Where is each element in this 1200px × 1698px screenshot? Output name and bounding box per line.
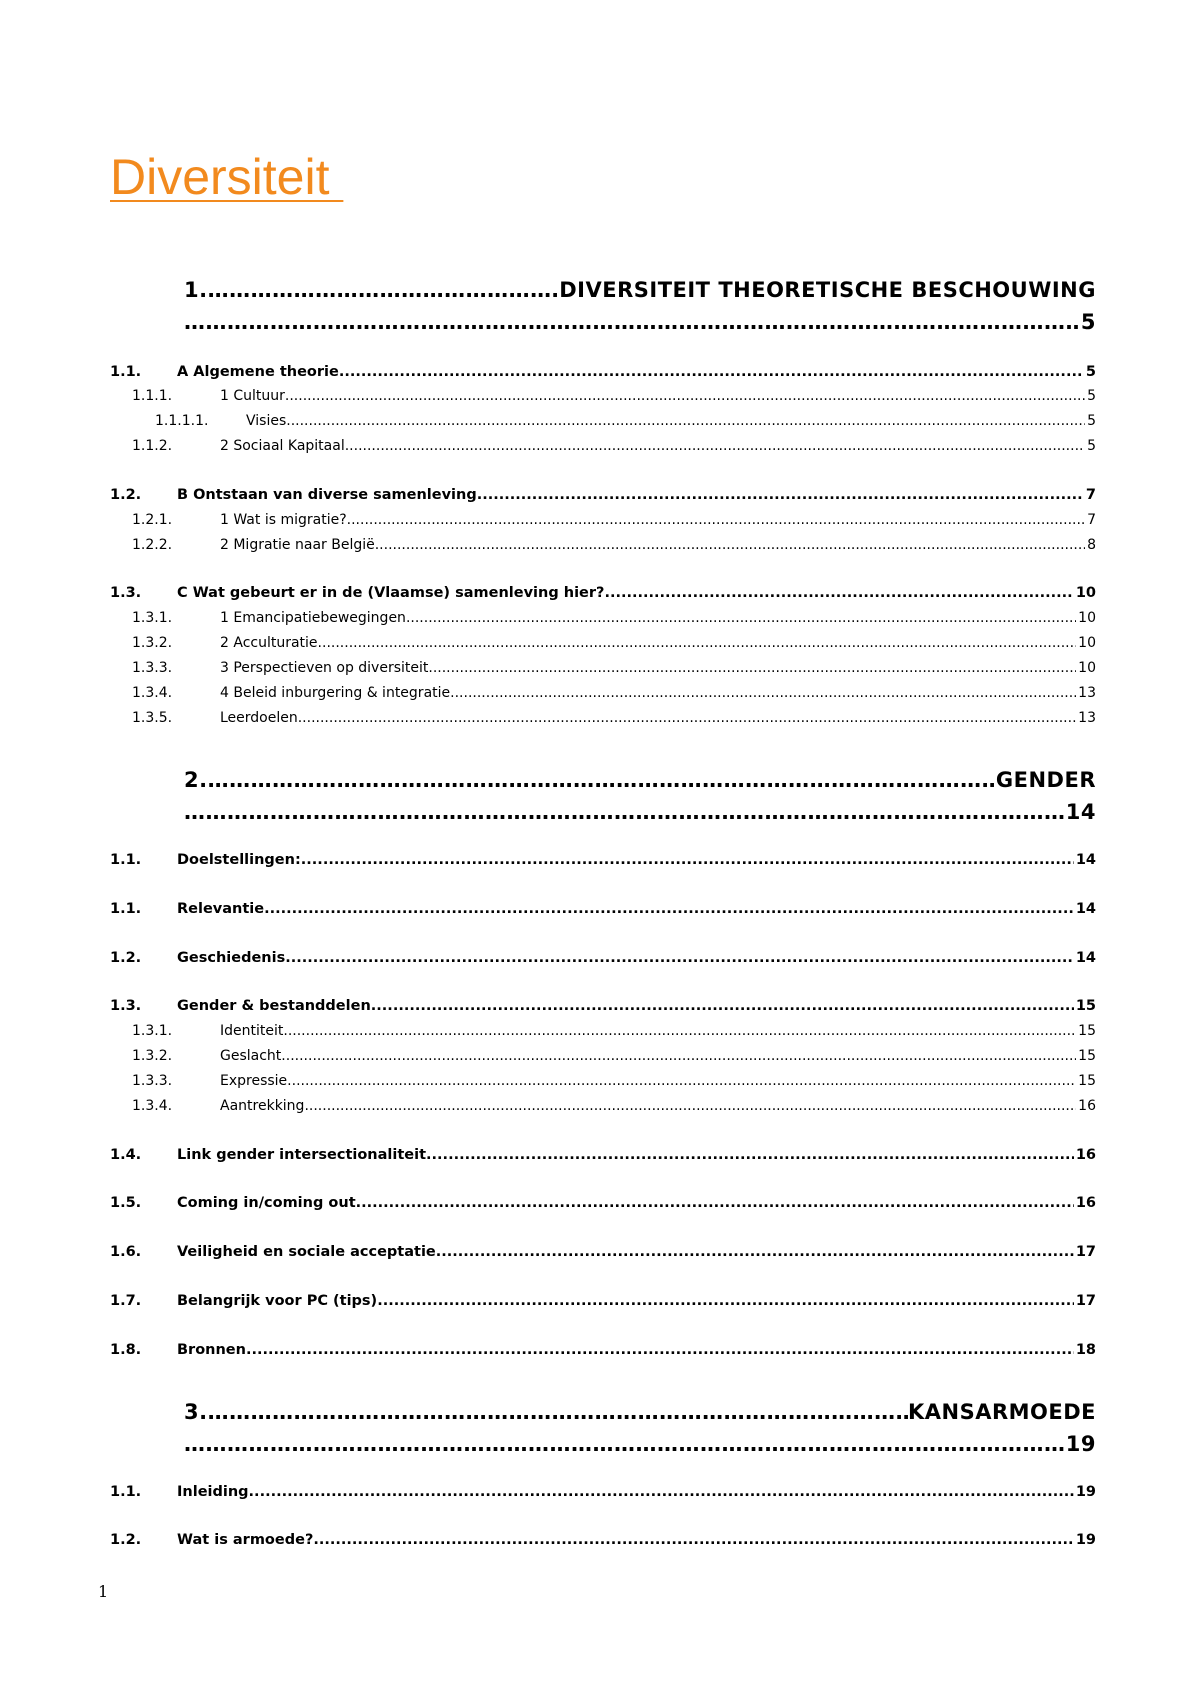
toc-entry[interactable] — [110, 1098, 1096, 1120]
dot-leader — [298, 710, 1076, 726]
chapter-number: 2. — [184, 768, 208, 792]
toc-label: Veiligheid en sociale acceptatie — [177, 1244, 436, 1260]
toc-chapter-3[interactable] — [184, 1400, 1096, 1464]
toc-page: 17 — [1075, 1244, 1096, 1260]
toc-number: 1.3.3. — [132, 1073, 173, 1089]
toc-entry[interactable] — [110, 1244, 1096, 1266]
chapter-title: GENDER — [995, 768, 1096, 792]
toc-entry[interactable] — [110, 1342, 1096, 1364]
dot-leader — [318, 635, 1077, 651]
toc-entry[interactable] — [110, 438, 1096, 460]
dot-leader — [281, 1048, 1076, 1064]
dot-leader — [184, 1432, 1066, 1456]
toc-page: 18 — [1075, 1342, 1096, 1358]
toc-label: Geschiedenis — [177, 950, 286, 966]
chapter-title: KANSARMOEDE — [907, 1400, 1096, 1424]
toc-label: B Ontstaan van diverse samenleving — [177, 487, 477, 503]
toc-entry[interactable] — [110, 413, 1096, 435]
toc-entry[interactable] — [110, 1048, 1096, 1070]
toc-label: Leerdoelen — [220, 710, 298, 726]
toc-number: 1.3.2. — [132, 1048, 173, 1064]
toc-number: 1.1.1.1. — [155, 413, 209, 429]
toc-entry[interactable] — [110, 537, 1096, 559]
toc-label: 2 Sociaal Kapitaal — [220, 438, 345, 454]
toc-number: 1.3.4. — [132, 1098, 173, 1114]
toc-page: 10 — [1078, 635, 1096, 651]
toc-number: 1.3.5. — [132, 710, 173, 726]
toc-entry[interactable] — [110, 1532, 1096, 1554]
dot-leader — [450, 685, 1076, 701]
chapter-page: 5 — [1080, 310, 1096, 334]
toc-page: 10 — [1078, 660, 1096, 676]
dot-leader — [301, 852, 1074, 868]
toc-entry[interactable] — [110, 635, 1096, 657]
toc-page: 5 — [1087, 413, 1096, 429]
dot-leader — [208, 1400, 908, 1424]
toc-entry[interactable] — [110, 998, 1096, 1020]
toc-label: Identiteit — [220, 1023, 284, 1039]
dot-leader — [377, 1293, 1074, 1309]
toc-entry[interactable] — [110, 610, 1096, 632]
toc-page: 7 — [1087, 512, 1096, 528]
dot-leader — [208, 278, 560, 302]
dot-leader — [208, 768, 996, 792]
toc-entry[interactable] — [110, 1195, 1096, 1217]
chapter-page: 14 — [1065, 800, 1096, 824]
toc-entry[interactable] — [110, 710, 1096, 732]
toc-page: 10 — [1075, 585, 1096, 601]
toc-number: 1.3.1. — [132, 1023, 173, 1039]
toc-label: Aantrekking — [220, 1098, 305, 1114]
toc-label: Inleiding — [177, 1484, 249, 1500]
dot-leader — [339, 364, 1084, 380]
dot-leader — [428, 660, 1076, 676]
dot-leader — [285, 388, 1085, 404]
dot-leader — [426, 1147, 1074, 1163]
toc-label: Expressie — [220, 1073, 288, 1089]
toc-label: Geslacht — [220, 1048, 282, 1064]
toc-page: 14 — [1075, 901, 1096, 917]
toc-page: 16 — [1078, 1098, 1096, 1114]
dot-leader — [356, 1195, 1074, 1211]
toc-entry[interactable] — [110, 852, 1096, 874]
chapter-title: DIVERSITEIT THEORETISCHE BESCHOUWING — [559, 278, 1096, 302]
toc-label: 2 Migratie naar België — [220, 537, 375, 553]
toc-label: Coming in/coming out — [177, 1195, 356, 1211]
toc-page: 10 — [1078, 610, 1096, 626]
toc-page: 14 — [1075, 950, 1096, 966]
toc-number: 1.4. — [110, 1147, 142, 1163]
dot-leader — [264, 901, 1074, 917]
toc-number: 1.1. — [110, 1484, 142, 1500]
toc-entry[interactable] — [110, 487, 1096, 509]
toc-label: Belangrijk voor PC (tips) — [177, 1293, 378, 1309]
toc-number: 1.3. — [110, 585, 142, 601]
toc-page: 19 — [1075, 1484, 1096, 1500]
toc-entry[interactable] — [110, 1293, 1096, 1315]
dot-leader — [313, 1532, 1073, 1548]
toc-label: 1 Emancipatiebewegingen — [220, 610, 406, 626]
toc-number: 1.2. — [110, 487, 142, 503]
toc-number: 1.3.4. — [132, 685, 173, 701]
toc-number: 1.1. — [110, 901, 142, 917]
toc-entry[interactable] — [110, 950, 1096, 972]
toc-page: 13 — [1078, 685, 1096, 701]
toc-label: 1 Cultuur — [220, 388, 285, 404]
toc-label: Link gender intersectionaliteit — [177, 1147, 427, 1163]
toc-number: 1.1. — [110, 364, 142, 380]
toc-page: 16 — [1075, 1195, 1096, 1211]
toc-entry[interactable] — [110, 585, 1096, 607]
chapter-number: 3. — [184, 1400, 208, 1424]
toc-number: 1.2.2. — [132, 537, 173, 553]
toc-page: 14 — [1075, 852, 1096, 868]
toc-number: 1.3.1. — [132, 610, 173, 626]
toc-label: Bronnen — [177, 1342, 246, 1358]
dot-leader — [286, 413, 1085, 429]
toc-entry[interactable] — [110, 364, 1096, 386]
toc-number: 1.2. — [110, 1532, 142, 1548]
dot-leader — [184, 800, 1066, 824]
dot-leader — [304, 1098, 1076, 1114]
toc-number: 1.7. — [110, 1293, 142, 1309]
page-number: 1 — [98, 1582, 109, 1601]
dot-leader — [287, 1073, 1076, 1089]
toc-label: Doelstellingen: — [177, 852, 301, 868]
dot-leader — [375, 537, 1085, 553]
toc-label: 2 Acculturatie — [220, 635, 318, 651]
toc-page: 5 — [1087, 388, 1096, 404]
chapter-number: 1. — [184, 278, 208, 302]
dot-leader — [345, 438, 1085, 454]
toc-page: 15 — [1078, 1073, 1096, 1089]
toc-page: 5 — [1085, 364, 1096, 380]
toc-page: 7 — [1085, 487, 1096, 503]
toc-entry[interactable] — [110, 1147, 1096, 1169]
toc-number: 1.8. — [110, 1342, 142, 1358]
toc-entry[interactable] — [110, 1073, 1096, 1095]
toc-number: 1.3.3. — [132, 660, 173, 676]
dot-leader — [406, 610, 1076, 626]
toc-label: A Algemene theorie — [177, 364, 339, 380]
toc-label: Wat is armoede? — [177, 1532, 314, 1548]
toc-entry[interactable] — [110, 512, 1096, 534]
toc-page: 8 — [1087, 537, 1096, 553]
toc-page: 15 — [1078, 1023, 1096, 1039]
dot-leader — [285, 950, 1074, 966]
dot-leader — [246, 1342, 1074, 1358]
toc-chapter-1[interactable] — [184, 278, 1096, 342]
dot-leader — [347, 512, 1085, 528]
toc-number: 1.1.1. — [132, 388, 173, 404]
toc-number: 1.3. — [110, 998, 142, 1014]
toc-page: 16 — [1075, 1147, 1096, 1163]
toc-number: 1.1. — [110, 852, 142, 868]
toc-chapter-2[interactable] — [184, 768, 1096, 832]
toc-label: 1 Wat is migratie? — [220, 512, 347, 528]
toc-page: 5 — [1087, 438, 1096, 454]
toc-label: 3 Perspectieven op diversiteit — [220, 660, 429, 676]
toc-number: 1.6. — [110, 1244, 142, 1260]
dot-leader — [371, 998, 1074, 1014]
toc-entry[interactable] — [110, 388, 1096, 410]
toc-entry[interactable] — [110, 1484, 1096, 1506]
toc-number: 1.3.2. — [132, 635, 173, 651]
toc-number: 1.5. — [110, 1195, 142, 1211]
toc-page: 17 — [1075, 1293, 1096, 1309]
toc-page: 15 — [1075, 998, 1096, 1014]
toc-label: Gender & bestanddelen — [177, 998, 371, 1014]
chapter-page: 19 — [1065, 1432, 1096, 1456]
toc-page: 19 — [1075, 1532, 1096, 1548]
dot-leader — [477, 487, 1084, 503]
toc-page: 15 — [1078, 1048, 1096, 1064]
toc-entry[interactable] — [110, 660, 1096, 682]
toc-label: Visies — [246, 413, 287, 429]
toc-page: 13 — [1078, 710, 1096, 726]
toc-entry[interactable] — [110, 685, 1096, 707]
dot-leader — [283, 1023, 1076, 1039]
toc-number: 1.2. — [110, 950, 142, 966]
toc-number: 1.1.2. — [132, 438, 173, 454]
dot-leader — [604, 585, 1073, 601]
toc-entry[interactable] — [110, 1023, 1096, 1045]
dot-leader — [184, 310, 1081, 334]
toc-label: 4 Beleid inburgering & integratie — [220, 685, 451, 701]
dot-leader — [249, 1484, 1074, 1500]
toc-number: 1.2.1. — [132, 512, 173, 528]
toc-label: C Wat gebeurt er in de (Vlaamse) samenleving hier? — [177, 585, 605, 601]
document-title: Diversiteit — [110, 149, 344, 205]
dot-leader — [436, 1244, 1074, 1260]
toc-label: Relevantie — [177, 901, 265, 917]
toc-entry[interactable] — [110, 901, 1096, 923]
